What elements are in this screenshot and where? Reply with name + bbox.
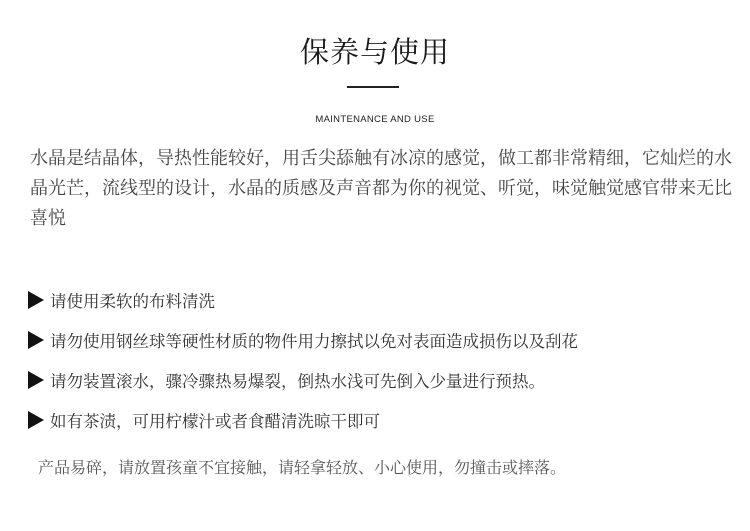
- care-tip-text: 请勿装置滚水，骤冷骤热易爆裂，倒热水浅可先倒入少量进行预热。: [50, 372, 545, 391]
- care-tips-list: [28, 280, 740, 440]
- triangle-arrow-icon: [28, 291, 44, 309]
- page-subtitle: MAINTENANCE AND USE: [315, 114, 435, 125]
- intro-paragraph: 水晶是结晶体，导热性能较好，用舌尖舔触有冰凉的感觉，做工都非常精细，它灿烂的水晶光芒，流线型的设计，水晶的质感及声音都为你的视觉、听觉，味觉触觉感官带来无比喜悦: [30, 148, 732, 229]
- care-tip-item: [28, 320, 740, 360]
- page-title: 保养与使用: [299, 35, 450, 69]
- triangle-arrow-icon: [28, 371, 44, 389]
- fragile-warning-note: 产品易碎，请放置孩童不宜接触，请轻拿轻放、小心使用，勿撞击或摔落。: [38, 458, 567, 477]
- care-tip-item: [28, 400, 740, 440]
- care-tip-text: 如有茶渍，可用柠檬汁或者食醋清洗晾干即可: [50, 412, 380, 431]
- care-tip-text: 请使用柔软的布料清洗: [50, 292, 215, 311]
- triangle-arrow-icon: [28, 331, 44, 349]
- care-tip-item: [28, 360, 740, 400]
- care-tip-text: 请勿使用钢丝球等硬性材质的物件用力擦拭以免对表面造成损伤以及刮花: [50, 332, 578, 351]
- title-divider: [347, 86, 399, 88]
- care-tip-item: [28, 280, 740, 320]
- triangle-arrow-icon: [28, 411, 44, 429]
